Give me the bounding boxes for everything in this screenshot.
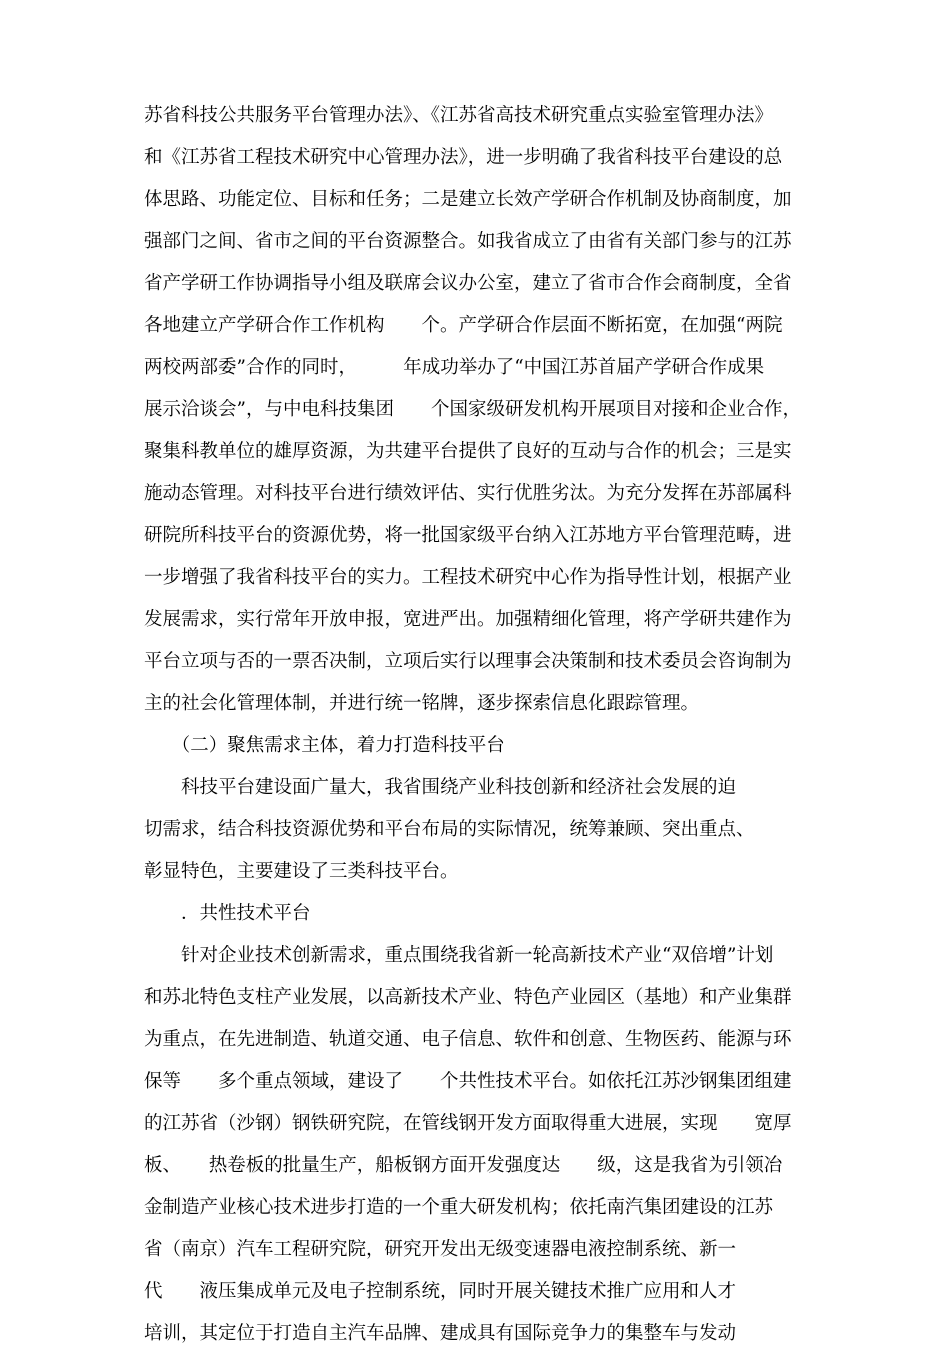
paragraph-line-3: 体思路、功能定位、目标和任务；二是建立长效产学研合作机制及协商制度，加 [144,189,792,210]
paragraph-line-28: 省（南京）汽车工程研究院，研究开发出无级变速器电液控制系统、新一 [144,1239,737,1260]
paragraph-line-23: 为重点，在先进制造、轨道交通、电子信息、软件和创意、生物医药、能源与环 [144,1029,792,1050]
paragraph-line-17: 科技平台建设面广量大，我省围绕产业科技创新和经济社会发展的迫 [144,777,737,798]
paragraph-line-10: 施动态管理。对科技平台进行绩效评估、实行优胜劣汰。为充分发挥在苏部属科 [144,483,792,504]
paragraph-line-22: 和苏北特色支柱产业发展，以高新技术产业、特色产业园区（基地）和产业集群 [144,987,792,1008]
paragraph-line-8: 展示洽谈会”，与中电科技集团 个国家级研发机构开展项目对接和企业合作， [144,399,801,420]
paragraph-line-11: 研院所科技平台的资源优势，将一批国家级平台纳入江苏地方平台管理范畴，进 [144,525,792,546]
paragraph-line-14: 平台立项与否的一票否决制，立项后实行以理事会决策制和技术委员会咨询制为 [144,651,792,672]
paragraph-line-7: 两校两部委”合作的同时， 年成功举办了“中国江苏首届产学研合作成果 [144,357,765,378]
paragraph-line-18: 切需求，结合科技资源优势和平台布局的实际情况，统筹兼顾、突出重点、 [144,819,755,840]
paragraph-line-12: 一步增强了我省科技平台的实力。工程技术研究中心作为指导性计划，根据产业 [144,567,792,588]
paragraph-line-29: 代 液压集成单元及电子控制系统，同时开展关键技术推广应用和人才 [144,1281,737,1302]
paragraph-line-15: 主的社会化管理体制，并进行统一铭牌，逐步探索信息化跟踪管理。 [144,693,700,714]
paragraph-line-21: 针对企业技术创新需求，重点围绕我省新一轮高新技术产业“双倍增”计划 [144,945,774,966]
section-heading: （二）聚焦需求主体，着力打造科技平台 [144,735,505,756]
paragraph-line-19: 彰显特色，主要建设了三类科技平台。 [144,861,459,882]
paragraph-line-24: 保等 多个重点领域，建设了 个共性技术平台。如依托江苏沙钢集团组建 [144,1071,792,1092]
paragraph-line-27: 金制造产业核心技术进步打造的一个重大研发机构；依托南汽集团建设的江苏 [144,1197,774,1218]
paragraph-line-25: 的江苏省（沙钢）钢铁研究院，在管线钢开发方面取得重大进展，实现 宽厚 [144,1113,792,1134]
paragraph-line-6: 各地建立产学研合作工作机构 个。产学研合作层面不断拓宽，在加强“两院 [144,315,783,336]
paragraph-line-13: 发展需求，实行常年开放申报，宽进严出。加强精细化管理，将产学研共建作为 [144,609,792,630]
paragraph-line-9: 聚集科教单位的雄厚资源，为共建平台提供了良好的互动与合作的机会；三是实 [144,441,792,462]
paragraph-line-4: 强部门之间、省市之间的平台资源整合。如我省成立了由省有关部门参与的江苏 [144,231,792,252]
paragraph-line-5: 省产学研工作协调指导小组及联席会议办公室，建立了省市合作会商制度，全省 [144,273,792,294]
paragraph-line-26: 板、 热卷板的批量生产，船板钢方面开发强度达 级，这是我省为引领冶 [144,1155,783,1176]
paragraph-line-1: 苏省科技公共服务平台管理办法》、《江苏省高技术研究重点实验室管理办法》 [144,105,774,126]
paragraph-line-30: 培训，其定位于打造自主汽车品牌、建成具有国际竞争力的集整车与发动 [144,1323,737,1344]
subsection-heading: ．共性技术平台 [144,903,311,924]
paragraph-line-2: 和《江苏省工程技术研究中心管理办法》，进一步明确了我省科技平台建设的总 [144,147,783,168]
